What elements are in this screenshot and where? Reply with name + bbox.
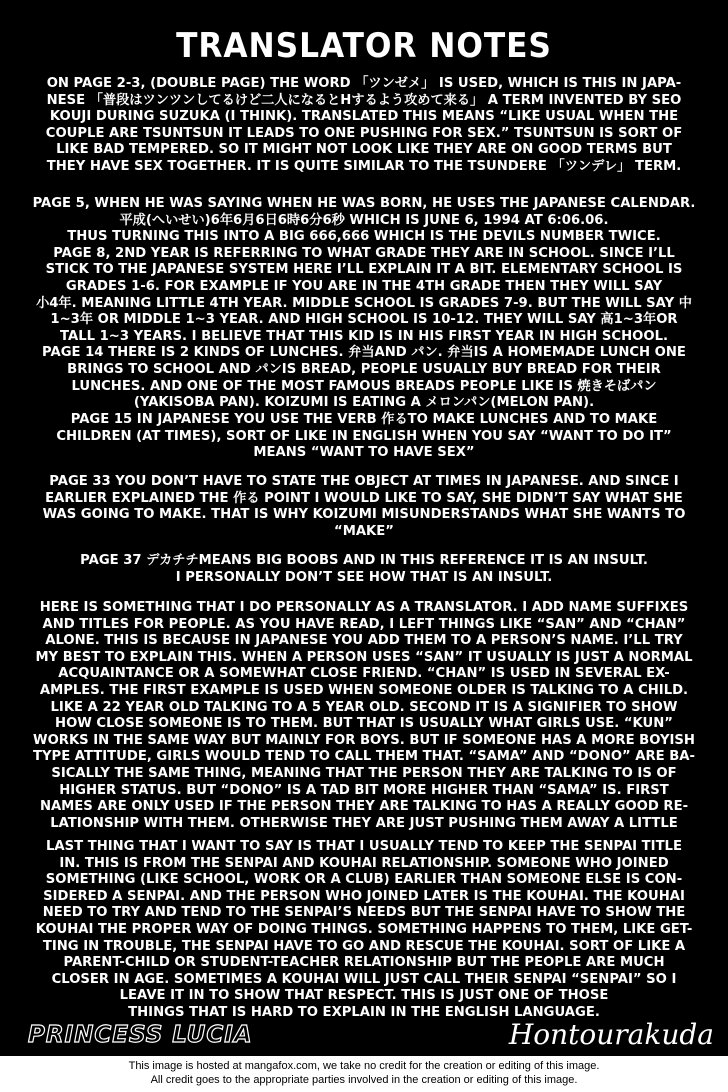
note-line: PAGE 37 デカチチMEANS BIG BOOBS AND IN THIS REFERENCE IT IS AN INSULT. [80, 553, 648, 568]
note-line: BRINGS TO SCHOOL AND パンIS BREAD, PEOPLE USUALLY BUY BREAD FOR THEIR [67, 361, 661, 377]
note-paragraph [16, 600, 712, 832]
note-line: “MAKE” [334, 523, 394, 539]
note-line: MEANS “WANT TO HAVE SEX” [253, 445, 475, 461]
credits-line-2: All credit goes to the appropriate parties involved in the creation or editing of this image. [150, 1074, 578, 1086]
note-line: LAST THING THAT I WANT TO SAY IS THAT I USUALLY TEND TO KEEP THE SENPAI TITLE [46, 839, 682, 854]
note-line: 平成(へいせい)6年6月6日6時6分6秒 WHICH IS JUNE 6, 1994 AT 6:06.06. [119, 212, 609, 228]
page-title: TRANSLATOR NOTES [176, 26, 552, 66]
note-line: PARENT-CHILD OR STUDENT-TEACHER RELATIONSHIP BUT THE PEOPLE ARE MUCH [63, 955, 665, 971]
note-line: AND TITLES FOR PEOPLE. AS YOU HAVE READ, I LEFT THINGS LIKE “SAN” AND “CHAN” [42, 616, 686, 632]
note-line: LATIONSHIP WITH THEM. OTHERWISE THEY ARE JUST PUSHING THEM AWAY A LITTLE [50, 815, 678, 831]
note-line: PAGE 33 YOU DON’T HAVE TO STATE THE OBJECT AT TIMES IN JAPANESE. AND SINCE I [49, 474, 679, 489]
note-paragraph [16, 839, 712, 1022]
note-line: THEY HAVE SEX TOGETHER. IT IS QUITE SIMILAR TO THE TSUNDERE 「ツンデレ」 TERM. [46, 158, 682, 174]
note-paragraph [16, 553, 712, 586]
note-line: HIGHER STATUS. BUT “DONO” IS A TAD BIT MORE HIGHER THAN “SAMA” IS. FIRST [59, 782, 669, 798]
note-line: 1~3年 OR MIDDLE 1~3 YEAR. AND HIGH SCHOOL IS 10-12. THEY WILL SAY 高1~3年OR [50, 312, 678, 328]
note-line: STICK TO THE JAPANESE SYSTEM HERE I’LL EXPLAIN IT A BIT. ELEMENTARY SCHOOL IS [45, 262, 683, 278]
note-line: KOUJI DURING SUZUKA (I THINK). TRANSLATED THIS MEANS “LIKE USUAL WHEN THE [49, 109, 679, 125]
note-line: NESE 「普段はツンツンしてるけど二人になるとHするよう攻めて来る」 A TERM INVENTED BY SEO [46, 92, 682, 108]
note-line: TALL 1~3 YEARS. I BELIEVE THAT THIS KID IS IN HIS FIRST YEAR IN HIGH SCHOOL. [60, 328, 668, 344]
note-line: AMPLES. THE FIRST EXAMPLE IS USED WHEN SOMEONE OLDER IS TALKING TO A CHILD. [39, 682, 689, 698]
note-line: HOW CLOSE SOMEONE IS TO THEM. BUT THAT IS USUALLY WHAT GIRLS USE. “KUN” [55, 716, 673, 732]
note-line: 小4年. MEANING LITTLE 4TH YEAR. MIDDLE SCHOOL IS GRADES 7-9. BUT THE WILL SAY 中 [36, 295, 692, 311]
note-line: LEAVE IT IN TO SHOW THAT RESPECT. THIS IS JUST ONE OF THOSE [119, 988, 609, 1004]
note-paragraph [16, 474, 712, 540]
translator-signature: Hontourakuda [508, 1018, 714, 1051]
note-line: LIKE A 22 YEAR OLD TALKING TO A 5 YEAR OLD. SECOND IT IS A SIGNIFIER TO SHOW [50, 699, 678, 715]
note-line: SIDERED A SENPAI. AND THE PERSON WHO JOINED LATER IS THE KOUHAI. THE KOUHAI [43, 888, 685, 904]
note-paragraph [16, 76, 712, 176]
note-line: SOMETHING (LIKE SCHOOL, WORK OR A CLUB) EARLIER THAN SOMEONE ELSE IS CON- [45, 872, 683, 888]
note-line: NEED TO TRY AND TEND TO THE SENPAI’S NEEDS BUT THE SENPAI HAVE TO SHOW THE [42, 905, 686, 921]
note-line: TING IN TROUBLE, THE SENPAI HAVE TO GO AND RESCUE THE KOUHAI. SORT OF LIKE A [42, 938, 686, 954]
note-line: (YAKISOBA PAN). KOIZUMI IS EATING A メロンパン(MELON PAN). [133, 395, 595, 411]
note-line: MY BEST TO EXPLAIN THIS. WHEN A PERSON USES “SAN” IT USUALLY IS JUST A NORMAL [35, 649, 693, 665]
note-line: GRADES 1-6. FOR EXAMPLE IF YOU ARE IN THE 4TH GRADE THEN THEY WILL SAY [65, 278, 663, 294]
note-line: SICALLY THE SAME THING, MEANING THAT THE PERSON THEY ARE TALKING TO IS OF [51, 765, 677, 781]
note-line: LUNCHES. AND ONE OF THE MOST FAMOUS BREADS PEOPLE LIKE IS 焼きそばパン [71, 378, 657, 394]
note-line: WORKS IN THE SAME WAY BUT MAINLY FOR BOYS. BUT IF SOMEONE HAS A MORE BOYISH [33, 732, 695, 748]
note-line: LIKE BAD TEMPERED. SO IT MIGHT NOT LOOK LIKE THEY ARE ON GOOD TERMS BUT [56, 142, 672, 158]
note-line: THUS TURNING THIS INTO A BIG 666,666 WHICH IS THE DEVILS NUMBER TWICE. [67, 229, 661, 245]
note-line: PAGE 5, WHEN HE WAS SAYING WHEN HE WAS BORN, HE USES THE JAPANESE CALENDAR. [32, 196, 696, 211]
note-line: EARLIER EXPLAINED THE 作る POINT I WOULD LIKE TO SAY, SHE DIDN’T SAY WHAT SHE [45, 490, 683, 506]
note-line: TYPE ATTITUDE, GIRLS WOULD TEND TO CALL THEM THAT. “SAMA” AND “DONO” ARE BA- [32, 749, 695, 765]
credits-line-1: This image is hosted at mangafox.com, we take no credit for the creation or editing of this image. [128, 1060, 600, 1072]
note-line: HERE IS SOMETHING THAT I DO PERSONALLY AS A TRANSLATOR. I ADD NAME SUFFIXES [39, 600, 689, 615]
princess-lucia-logo: PRINCESS LUCIA [28, 1022, 253, 1048]
note-line: WAS GOING TO MAKE. THAT IS WHY KOIZUMI MISUNDERSTANDS WHAT SHE WANTS TO [42, 507, 686, 523]
note-line: IN. THIS IS FROM THE SENPAI AND KOUHAI RELATIONSHIP. SOMEONE WHO JOINED [59, 855, 669, 871]
note-line: KOUHAI THE PROPER WAY OF DOING THINGS. SOMETHING HAPPENS TO THEM, LIKE GET- [35, 921, 693, 937]
note-line: CLOSER IN AGE. SOMETIMES A KOUHAI WILL JUST CALL THEIR SENPAI “SENPAI” SO I [51, 971, 677, 987]
note-line: NAMES ARE ONLY USED IF THE PERSON THEY ARE TALKING TO HAS A REALLY GOOD RE- [39, 799, 689, 815]
note-line: COUPLE ARE TSUNTSUN IT LEADS TO ONE PUSHING FOR SEX.” TSUNTSUN IS SORT OF [45, 125, 683, 141]
note-line: ACQUAINTANCE OR A SOMEWHAT CLOSE FRIEND. “CHAN” IS USED IN SEVERAL EX- [58, 666, 670, 682]
note-paragraph [16, 196, 712, 412]
note-line: ON PAGE 2-3, (DOUBLE PAGE) THE WORD 「ツンゼメ」 IS USED, WHICH IS THIS IN JAPA- [46, 76, 682, 91]
note-line: CHILDREN (AT TIMES), SORT OF LIKE IN ENGLISH WHEN YOU SAY “WANT TO DO IT” [56, 428, 672, 444]
note-line: ALONE. THIS IS BECAUSE IN JAPANESE YOU ADD THEM TO A PERSON’S NAME. I’LL TRY [45, 633, 683, 649]
note-line: PAGE 14 THERE IS 2 KINDS OF LUNCHES. 弁当AND パン. 弁当IS A HOMEMADE LUNCH ONE [42, 345, 686, 361]
note-paragraph [16, 412, 712, 462]
note-line: PAGE 15 IN JAPANESE YOU USE THE VERB 作るTO MAKE LUNCHES AND TO MAKE [70, 412, 658, 427]
note-line: THINGS THAT IS HARD TO EXPLAIN IN THE ENGLISH LANGUAGE. [128, 1004, 600, 1020]
hosting-credits [0, 1056, 728, 1092]
note-line: PAGE 8, 2ND YEAR IS REFERRING TO WHAT GRADE THEY ARE IN SCHOOL. SINCE I’LL [53, 245, 675, 261]
note-line: I PERSONALLY DON’T SEE HOW THAT IS AN INSULT. [175, 569, 553, 585]
